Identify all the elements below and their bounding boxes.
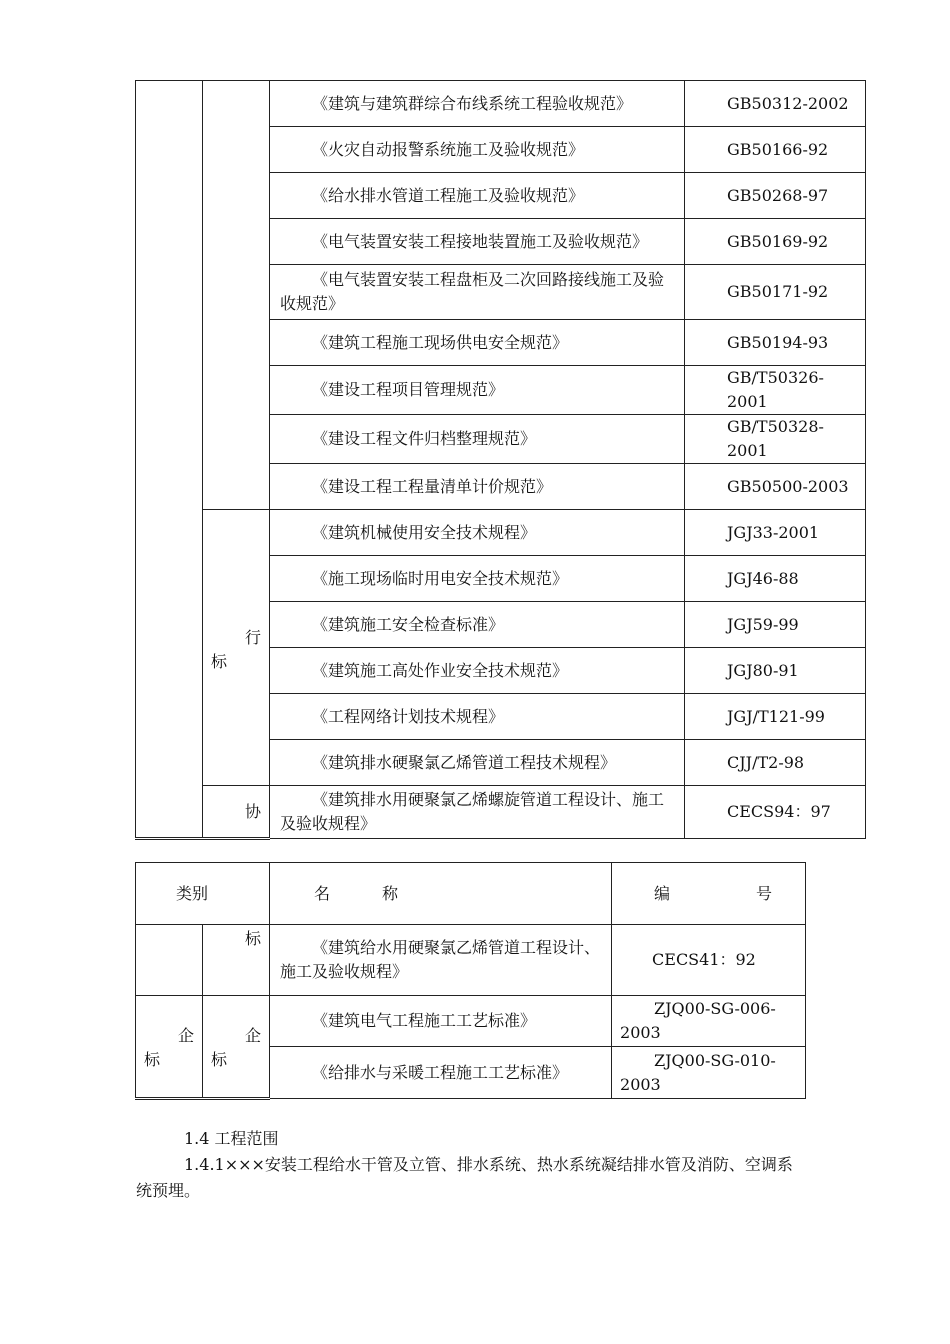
standard-code: GB50500-2003 bbox=[685, 464, 866, 510]
standard-code: CJJ/T2-98 bbox=[685, 740, 866, 786]
standard-name: 《建设工程工程量清单计价规范》 bbox=[270, 464, 685, 510]
subcategory-industry-cell bbox=[203, 510, 270, 786]
standard-name: 《火灾自动报警系统施工及验收规范》 bbox=[270, 127, 685, 173]
header-name bbox=[270, 863, 612, 925]
standard-code: JGJ80-91 bbox=[685, 648, 866, 694]
enterprise-label-b1: 企 bbox=[245, 1026, 262, 1045]
enterprise-label-b2: 标 bbox=[211, 1050, 228, 1069]
standard-name: 《施工现场临时用电安全技术规范》 bbox=[270, 556, 685, 602]
standard-code-line-2: 2003 bbox=[620, 1074, 661, 1094]
standard-code: GB50166-92 bbox=[685, 127, 866, 173]
industry-label-1: 行 bbox=[244, 628, 261, 647]
standard-name: 《电气装置安装工程盘柜及二次回路接线施工及验收规范》 bbox=[270, 265, 685, 320]
standard-name: 《建筑施工高处作业安全技术规范》 bbox=[270, 648, 685, 694]
header-category: 类别 bbox=[136, 863, 270, 925]
standard-code: GB50171-92 bbox=[685, 265, 866, 320]
standard-name: 《建筑排水用硬聚氯乙烯螺旋管道工程设计、施工及验收规程》 bbox=[270, 786, 685, 839]
standard-code: GB/T50328-2001 bbox=[685, 415, 866, 464]
standard-code bbox=[612, 996, 806, 1047]
header-name-2: 称 bbox=[382, 883, 399, 903]
standard-name: 《建筑电气工程施工工艺标准》 bbox=[270, 996, 612, 1047]
standard-code: GB50169-92 bbox=[685, 219, 866, 265]
section-paragraph: 1.4.1×××安装工程给水干管及立管、排水系统、热水系统凝结排水管及消防、空调系统预埋。 bbox=[136, 1155, 793, 1200]
subcategory-association-cell bbox=[203, 786, 270, 839]
standard-code: CECS41：92 bbox=[612, 925, 806, 996]
header-code bbox=[612, 863, 806, 925]
standard-code-line-1: ZJQ00-SG-010- bbox=[654, 1050, 776, 1070]
standard-code: CECS94：97 bbox=[685, 786, 866, 839]
standard-name: 《建设工程项目管理规范》 bbox=[270, 366, 685, 415]
standard-name: 《建筑排水硬聚氯乙烯管道工程技术规程》 bbox=[270, 740, 685, 786]
enterprise-label-a2: 标 bbox=[144, 1050, 161, 1069]
subcategory-national-cell bbox=[203, 81, 270, 510]
standard-name: 《电气装置安装工程接地装置施工及验收规范》 bbox=[270, 219, 685, 265]
association-label: 协 bbox=[244, 801, 261, 821]
standard-code-line-1: ZJQ00-SG-006- bbox=[654, 999, 776, 1018]
standard-code: GB/T50326-2001 bbox=[685, 366, 866, 415]
standard-name: 《建筑工程施工现场供电安全规范》 bbox=[270, 320, 685, 366]
standard-name: 《工程网络计划技术规程》 bbox=[270, 694, 685, 740]
standard-name: 《建筑施工安全检查标准》 bbox=[270, 602, 685, 648]
header-code-2: 号 bbox=[756, 883, 773, 903]
standard-code: JGJ33-2001 bbox=[685, 510, 866, 556]
standard-code bbox=[612, 1047, 806, 1099]
category-cell bbox=[136, 81, 203, 839]
standard-code: GB50312-2002 bbox=[685, 81, 866, 127]
subcategory-association-cell bbox=[203, 925, 270, 996]
header-name-1: 名 bbox=[314, 883, 331, 903]
subcategory-enterprise-cell bbox=[203, 996, 270, 1099]
standard-code-line-2: 2003 bbox=[620, 1023, 661, 1042]
association-label: 标 bbox=[245, 929, 262, 948]
standard-code: GB50194-93 bbox=[685, 320, 866, 366]
standard-name: 《给水排水管道工程施工及验收规范》 bbox=[270, 173, 685, 219]
category-cell-empty bbox=[136, 925, 203, 996]
standard-code: JGJ/T121-99 bbox=[685, 694, 866, 740]
standard-name: 《建筑给水用硬聚氯乙烯管道工程设计、施工及验收规程》 bbox=[270, 925, 612, 996]
section-heading: 1.4 工程范围 bbox=[184, 1129, 279, 1148]
category-enterprise-cell bbox=[136, 996, 203, 1099]
standard-name: 《建设工程文件归档整理规范》 bbox=[270, 415, 685, 464]
header-code-1: 编 bbox=[654, 883, 671, 903]
standard-code: GB50268-97 bbox=[685, 173, 866, 219]
standard-code: JGJ46-88 bbox=[685, 556, 866, 602]
standard-name: 《给排水与采暖工程施工工艺标准》 bbox=[270, 1047, 612, 1099]
standards-table-continued bbox=[135, 80, 866, 840]
standard-name: 《建筑机械使用安全技术规程》 bbox=[270, 510, 685, 556]
standard-code: JGJ59-99 bbox=[685, 602, 866, 648]
enterprise-label-a1: 企 bbox=[177, 1026, 194, 1045]
standards-table-2 bbox=[135, 862, 806, 1100]
industry-label-2: 标 bbox=[211, 652, 228, 671]
standard-name: 《建筑与建筑群综合布线系统工程验收规范》 bbox=[270, 81, 685, 127]
